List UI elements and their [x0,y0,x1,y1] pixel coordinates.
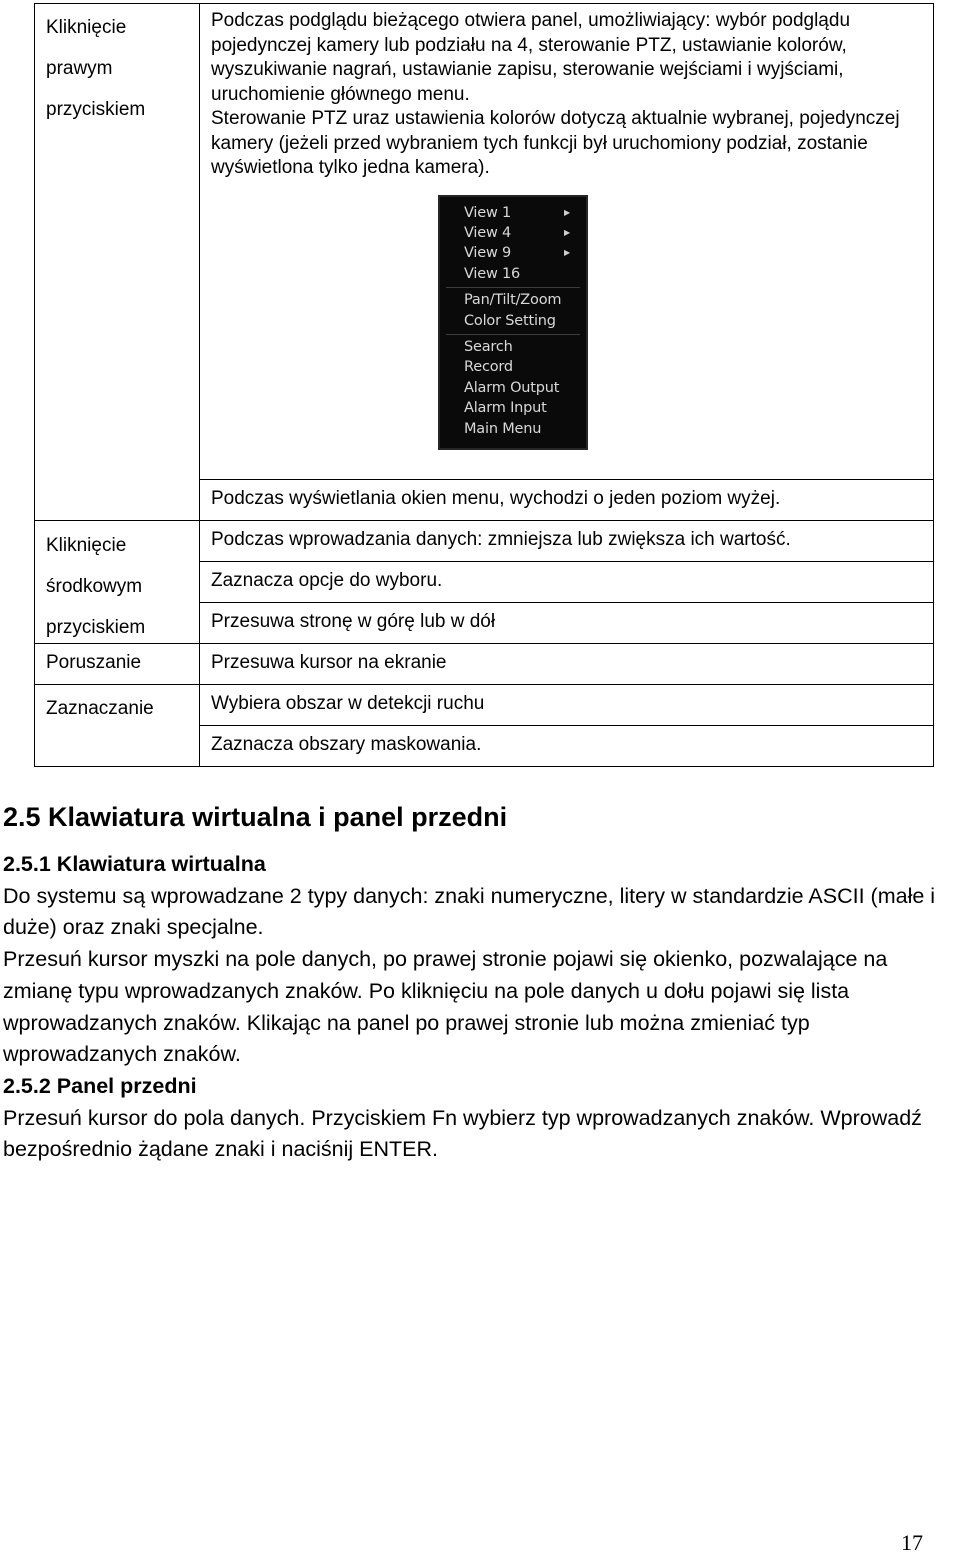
move-label-cell: Poruszanie [35,644,200,685]
table-row [35,4,934,480]
page-number: 17 [901,1530,923,1555]
submenu-arrow-icon: ▶ [564,207,570,217]
table-row [35,685,934,726]
section-body [3,849,960,1166]
menu-item-alarm-input[interactable]: Alarm Input [464,400,547,417]
subsection-heading: 2.5.2 Panel przedni [3,1073,197,1098]
menu-group-views [446,201,580,289]
menu-item-view-16[interactable]: View 16 [464,265,521,282]
middle-click-desc-3: Przesuwa stronę w górę lub w dół [200,603,934,644]
label-line: prawym [46,58,113,79]
table-row [35,521,934,562]
menu-group-system [446,335,580,442]
label-line: przyciskiem [46,617,146,638]
middle-click-desc-2: Zaznacza opcje do wyboru. [200,562,934,603]
context-menu [438,195,588,450]
right-click-label-cell [35,4,200,521]
description-text: Podczas podglądu bieżącego otwiera panel, umożliwiający: wybór podglądu pojedynczej kamery lub podziału na 4, sterowanie PTZ, ustawianie kolorów, wyszukiwanie nagrań, ustawianie zapisu, sterowanie wejściami i wyjściami, uruchomienie głównego menu. [211,10,851,105]
menu-item-view-4[interactable]: View 4 ▶ [446,223,580,243]
label-line: Kliknięcie [46,17,127,38]
subsection-heading: 2.5.1 Klawiatura wirtualna [3,852,266,876]
menu-group-ptz [446,288,580,335]
middle-click-label-cell [35,521,200,644]
menu-exit-cell: Podczas wyświetlania okien menu, wychodzi o jeden poziom wyżej. [200,480,934,521]
menu-item-ptz[interactable]: Pan/Tilt/Zoom [464,292,562,309]
context-menu-screenshot-wrap [211,195,925,450]
table-row [35,644,934,685]
menu-item-color-setting[interactable]: Color Setting [464,312,556,329]
right-click-description-cell [200,4,934,480]
section-heading: 2.5 Klawiatura wirtualna i panel przedni [3,802,508,832]
paragraph: Do systemu są wprowadzane 2 typy danych: znaki numeryczne, litery w standardzie ASCII (małe i duże) oraz znaki specjalne. [3,883,936,940]
select-label-cell: Zaznaczanie [35,685,200,767]
menu-item-record[interactable]: Record [464,359,513,376]
label-line: przyciskiem [46,99,146,120]
menu-item-alarm-output[interactable]: Alarm Output [464,379,560,396]
middle-click-desc-1: Podczas wprowadzania danych: zmniejsza lub zwiększa ich wartość. [200,521,934,562]
menu-item-view-1[interactable]: View 1 ▶ [446,203,580,223]
label-line: Kliknięcie [46,535,127,556]
select-desc-1: Wybiera obszar w detekcji ruchu [200,685,934,726]
move-desc: Przesuwa kursor na ekranie [200,644,934,685]
description-text: Sterowanie PTZ uraz ustawienia kolorów dotyczą aktualnie wybranej, pojedynczej kamery (jeżeli przed wybraniem tych funkcji był uruchomiony podział, zostanie wyświetlona tylko jedna kamera). [211,108,900,178]
menu-item-search[interactable]: Search [464,338,513,355]
select-desc-2: Zaznacza obszary maskowania. [200,726,934,767]
paragraph: Przesuń kursor do pola danych. Przyciskiem Fn wybierz typ wprowadzanych znaków. Wprowadź bezpośrednio żądane znaki i naciśnij ENTER. [3,1105,922,1162]
menu-item-main-menu[interactable]: Main Menu [464,420,542,437]
paragraph: Przesuń kursor myszki na pole danych, po prawej stronie pojawi się okienko, pozwalające na zmianę typu wprowadzanych znaków. Po kliknięciu na pole danych u dołu pojawi się lista wprowadzanych znaków. Klikając na panel po prawej stronie lub można zmieniać typ wprowadzanych znaków. [3,947,888,1067]
mouse-functions-table [34,3,934,767]
submenu-arrow-icon: ▶ [564,227,570,237]
label-line: środkowym [46,576,143,597]
menu-item-view-9[interactable]: View 9 ▶ [446,243,580,263]
submenu-arrow-icon: ▶ [564,248,570,258]
